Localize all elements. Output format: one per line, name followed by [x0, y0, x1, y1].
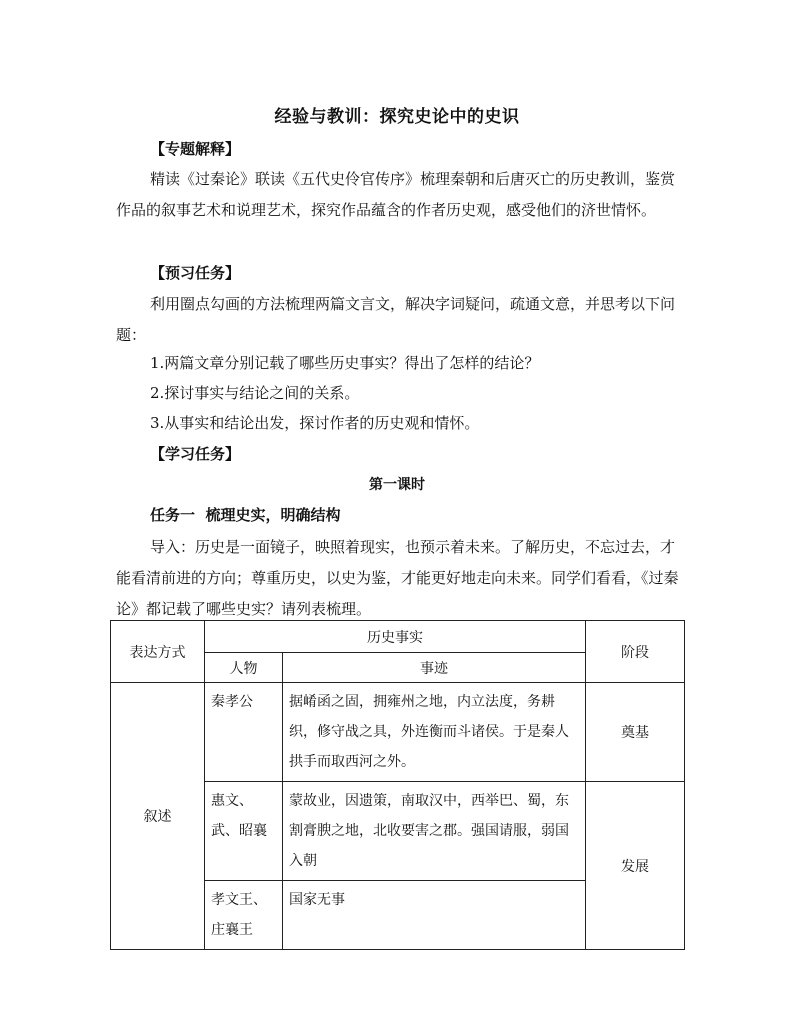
preview-text: 利用圈点勾画的方法梳理两篇文言文，解决字词疑问，疏通文意，并思考以下问题：	[116, 295, 676, 344]
deeds-cell: 国家无事	[283, 881, 586, 950]
method-narrate-cell: 叙述	[111, 683, 205, 950]
stage-cell: 发展	[586, 782, 685, 950]
section-heading-explain: 【专题解释】	[150, 140, 241, 158]
person-cell: 孝文王、庄襄王	[205, 881, 283, 950]
section-heading-preview: 【预习任务】	[150, 264, 241, 282]
table-header-row	[111, 621, 685, 653]
question-1: 1.两篇文章分别记载了哪些历史事实？得出了怎样的结论？	[150, 354, 540, 372]
explain-paragraph	[116, 164, 686, 226]
section-heading-study: 【学习任务】	[150, 445, 241, 463]
intro-text: 导入：历史是一面镜子，映照着现实，也预示着未来。了解历史，不忘过去，才能看清前进的方向；尊重历史，以史为鉴，才能更好地走向未来。同学们看看，《过秦论》都记载了哪些史实？请列表梳理。	[116, 538, 679, 618]
question-3: 3.从事实和结论出发，探讨作者的历史观和情怀。	[150, 414, 480, 432]
intro-paragraph	[116, 532, 686, 625]
table-row	[111, 683, 685, 782]
explain-text: 精读《过秦论》联读《五代史伶官传序》梳理秦朝和后唐灭亡的历史教训，鉴赏作品的叙事艺术和说理艺术，探究作品蕴含的作者历史观，感受他们的济世情怀。	[116, 170, 676, 219]
lesson-title: 第一课时	[369, 477, 425, 493]
preview-paragraph	[116, 289, 686, 351]
stage-cell: 奠基	[586, 683, 685, 782]
deeds-cell: 据崤函之固，拥雍州之地，内立法度，务耕织，修守战之具，外连衡而斗诸侯。于是秦人拱手而取西河之外。	[283, 683, 586, 782]
deeds-cell: 蒙故业，因遗策，南取汉中，西举巴、蜀，东割膏腴之地，北收要害之郡。强国请服，弱国入朝	[283, 782, 586, 881]
question-2: 2.探讨事实与结论之间的关系。	[150, 384, 360, 402]
history-facts-table	[110, 620, 685, 950]
header-method: 表达方式	[111, 621, 205, 683]
document-title: 经验与教训：探究史论中的史识	[274, 107, 520, 127]
header-deeds: 事迹	[283, 653, 586, 683]
header-facts: 历史事实	[205, 621, 586, 653]
person-cell: 惠文、武、昭襄	[205, 782, 283, 881]
task-heading: 任务一 梳理史实，明确结构	[150, 506, 341, 524]
header-person: 人物	[205, 653, 283, 683]
person-cell: 秦孝公	[205, 683, 283, 782]
header-stage: 阶段	[586, 621, 685, 683]
